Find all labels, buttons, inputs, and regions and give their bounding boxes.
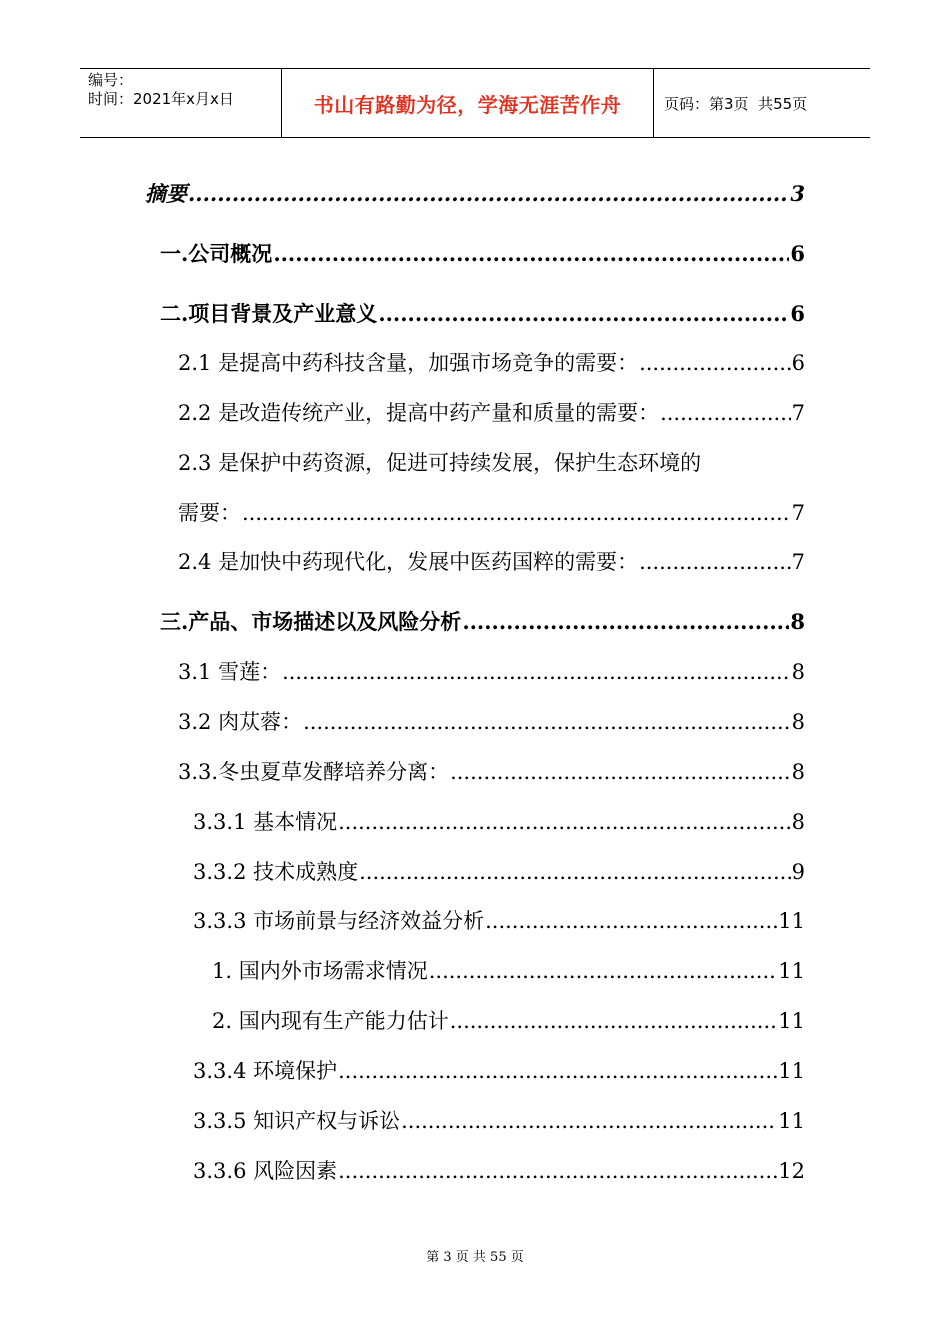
toc-leader <box>639 550 791 574</box>
toc-page-number: 7 <box>791 401 805 425</box>
toc-page-number: 6 <box>790 301 805 326</box>
toc-entry-3-3-4[interactable]: 3.3.4 环境保护 ..... 11 <box>193 1055 805 1085</box>
toc-entry-section-2[interactable]: 二.项目背景及产业意义 ..... 6 <box>160 298 805 328</box>
toc-entry-3-3[interactable]: 3.3.冬虫夏草发酵培养分离： ..... 8 <box>178 756 805 786</box>
number-label: 编号： <box>88 71 134 89</box>
toc-leader <box>660 401 791 425</box>
toc-entry-section-3[interactable]: 三.产品、市场描述以及风险分析 ..... 8 <box>160 606 805 636</box>
toc-page-number: 6 <box>790 241 805 266</box>
toc-entry-2-3-line1[interactable]: 2.3 是保护中药资源，促进可持续发展，保护生态环境的 <box>178 451 702 475</box>
toc-entry-2-4[interactable]: 2.4 是加快中药现代化，发展中医药国粹的需要： ..... 7 <box>178 546 805 576</box>
toc-leader <box>242 501 791 525</box>
toc-entry-3-3-3[interactable]: 3.3.3 市场前景与经济效益分析 ..... 11 <box>193 905 805 935</box>
toc-page-number: 9 <box>791 860 805 884</box>
toc-entry-3-3-1[interactable]: 3.3.1 基本情况 ..... 8 <box>193 806 805 836</box>
toc-entry-2-1[interactable]: 2.1 是提高中药科技含量，加强市场竞争的需要： ..... 6 <box>178 347 805 377</box>
toc-entry-3-3-2[interactable]: 3.3.2 技术成熟度 ..... 9 <box>193 856 805 886</box>
toc-leader <box>273 241 789 266</box>
toc-leader <box>450 760 791 784</box>
toc-leader <box>282 660 791 684</box>
toc-page-number: 12 <box>778 1159 805 1183</box>
toc-entry-2-3-line2[interactable]: 需要： ..... 7 <box>178 497 805 527</box>
toc-page-number: 7 <box>791 550 805 574</box>
toc-entry-abstract[interactable]: 摘要 ..... 3 <box>145 178 805 208</box>
toc-page-number: 11 <box>778 1109 805 1133</box>
page-footer: 第 3 页 共 55 页 <box>426 1250 524 1265</box>
toc-page-number: 8 <box>791 710 805 734</box>
toc-page-number: 3 <box>790 181 805 206</box>
toc-page-number: 8 <box>791 760 805 784</box>
toc-entry-3-1[interactable]: 3.1 雪莲： ..... 8 <box>178 656 805 686</box>
toc-entry-section-1[interactable]: 一.公司概况 ..... 6 <box>160 238 805 268</box>
toc-leader <box>429 959 778 983</box>
page-info: 页码：第3页 共55页 <box>664 94 808 113</box>
toc-page-number: 11 <box>778 1059 805 1083</box>
toc-leader <box>462 609 789 634</box>
toc-leader <box>338 810 791 834</box>
header-motto: 书山有路勤为径，学海无涯苦作舟 <box>282 69 654 137</box>
toc-leader <box>338 1159 777 1183</box>
toc-leader <box>188 181 789 206</box>
toc-page-number: 7 <box>791 501 805 525</box>
time-label: 时间：2021年x月x日 <box>88 90 234 108</box>
toc-page-number: 11 <box>778 959 805 983</box>
toc-leader <box>485 909 777 933</box>
toc-leader <box>401 1109 777 1133</box>
toc-page-number: 8 <box>791 660 805 684</box>
toc-leader <box>303 710 791 734</box>
toc-page-number: 8 <box>790 609 805 634</box>
toc-entry-2-2[interactable]: 2.2 是改造传统产业，提高中药产量和质量的需要： ..... 7 <box>178 397 805 427</box>
toc-page-number: 6 <box>791 351 805 375</box>
page-header <box>80 68 870 138</box>
toc-entry-3-3-5[interactable]: 3.3.5 知识产权与诉讼 ..... 11 <box>193 1105 805 1135</box>
header-meta-cell <box>80 69 282 137</box>
toc-leader <box>450 1009 778 1033</box>
toc-leader <box>378 301 789 326</box>
header-page-info-cell <box>654 69 870 137</box>
toc-entry-3-3-3-2[interactable]: 2. 国内现有生产能力估计 ..... 11 <box>212 1005 805 1035</box>
toc-page-number: 8 <box>791 810 805 834</box>
toc-page-number: 11 <box>778 1009 805 1033</box>
toc-entry-3-2[interactable]: 3.2 肉苁蓉： ..... 8 <box>178 706 805 736</box>
toc-entry-3-3-6[interactable]: 3.3.6 风险因素 ..... 12 <box>193 1155 805 1185</box>
toc-page-number: 11 <box>778 909 805 933</box>
toc-leader <box>639 351 791 375</box>
toc-leader <box>359 860 791 884</box>
toc-entry-3-3-3-1[interactable]: 1. 国内外市场需求情况 ..... 11 <box>212 955 805 985</box>
toc-leader <box>338 1059 777 1083</box>
